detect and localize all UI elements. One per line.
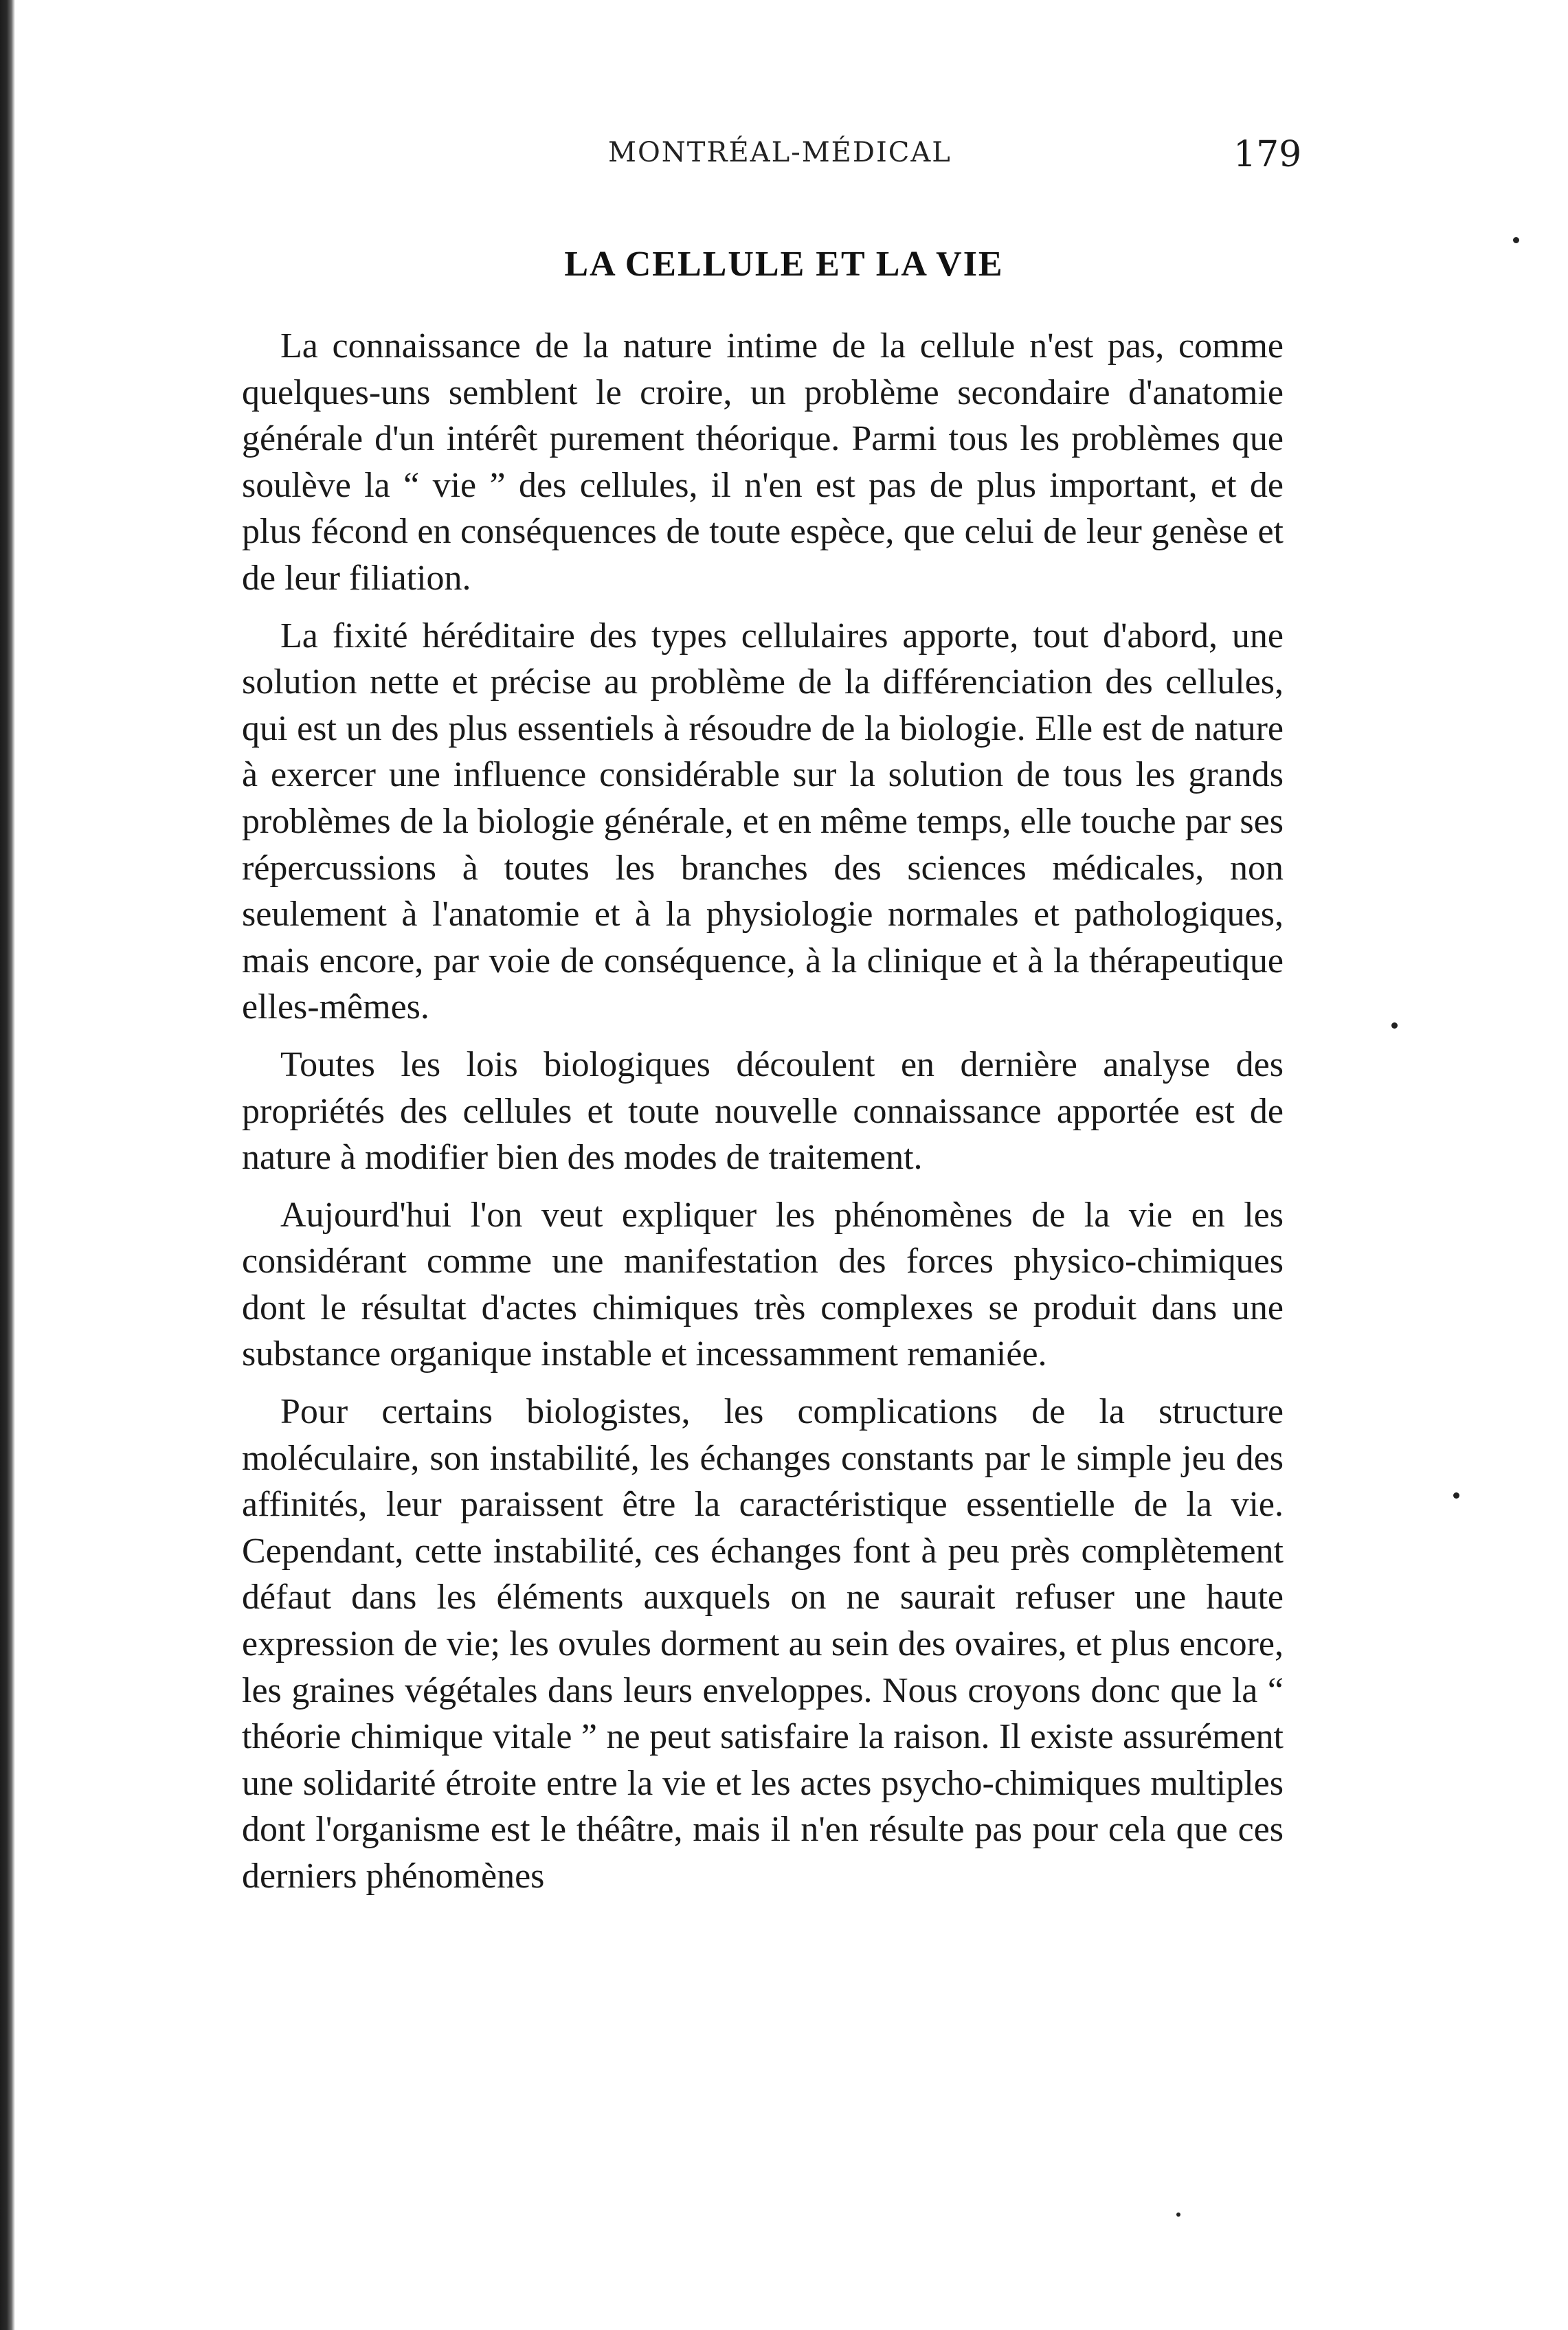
paragraph: Pour certains biologistes, les complications de la structure moléculaire, son instabilité, les échanges constants par le simple jeu des affinités, leur paraissent être la caractéristique essentielle de la vie. Cependant, cette instabilité, ces échanges font à peu près complètement défaut dans les éléments auxquels on ne saurait refuser une haute expression de vie; les ovules dorment au sein des ovaires, et plus encore, les graines végétales dans leurs enveloppes. Nous croyons donc que la “ théorie chimique vitale ” ne peut satisfaire la raison. Il existe assurément une solidarité étroite entre la vie et les actes psycho-chimiques multiples dont l'organisme est le théâtre, mais il n'en résulte pas pour cela que ces derniers phénomènes	[242, 1392, 1284, 1896]
article-body	[242, 323, 1284, 1911]
page-header	[0, 134, 1568, 189]
paragraph: La fixité héréditaire des types cellulaires apporte, tout d'abord, une solution nette et précise au problème de la différenciation des cellules, qui est un des plus essentiels à résoudre de la biologie. Elle est de nature à exercer une influence considérable sur la solution de tous les grands problèmes de la biologie générale, et en même temps, elle touche par ses répercussions à toutes les branches des sciences médicales, non seulement à l'anatomie et à la physiologie normales et pathologiques, mais encore, par voie de conséquence, à la clinique et à la thérapeutique elles-mêmes.	[242, 616, 1284, 1027]
ink-speck	[1513, 237, 1519, 243]
paragraph: La connaissance de la nature intime de la cellule n'est pas, comme quelques-uns semblent le croire, un problème secondaire d'anatomie générale d'un intérêt purement théorique. Parmi tous les problèmes que soulève la “ vie ” des cellules, il n'en est pas de plus important, et de plus fécond en conséquences de toute espèce, que celui de leur genèse et de leur filiation.	[242, 326, 1284, 598]
ink-speck	[1176, 2213, 1180, 2217]
ink-speck	[1391, 1022, 1398, 1029]
running-head: MONTRÉAL-MÉDICAL	[608, 137, 952, 168]
paragraph: Toutes les lois biologiques découlent en dernière analyse des propriétés des cellules et toute nouvelle connaissance apportée est de nature à modifier bien des modes de traitement.	[242, 1044, 1284, 1178]
page-binding-edge	[0, 0, 15, 2330]
ink-speck	[1453, 1492, 1459, 1499]
paragraph: Aujourd'hui l'on veut expliquer les phénomènes de la vie en les considérant comme une manifestation des forces physico-chimiques dont le résultat d'actes chimiques très complexes se produit dans une substance organique instable et incessamment remaniée.	[242, 1195, 1284, 1374]
page-number: 179	[1233, 134, 1302, 175]
article-title: LA CELLULE ET LA VIE	[564, 245, 1004, 284]
